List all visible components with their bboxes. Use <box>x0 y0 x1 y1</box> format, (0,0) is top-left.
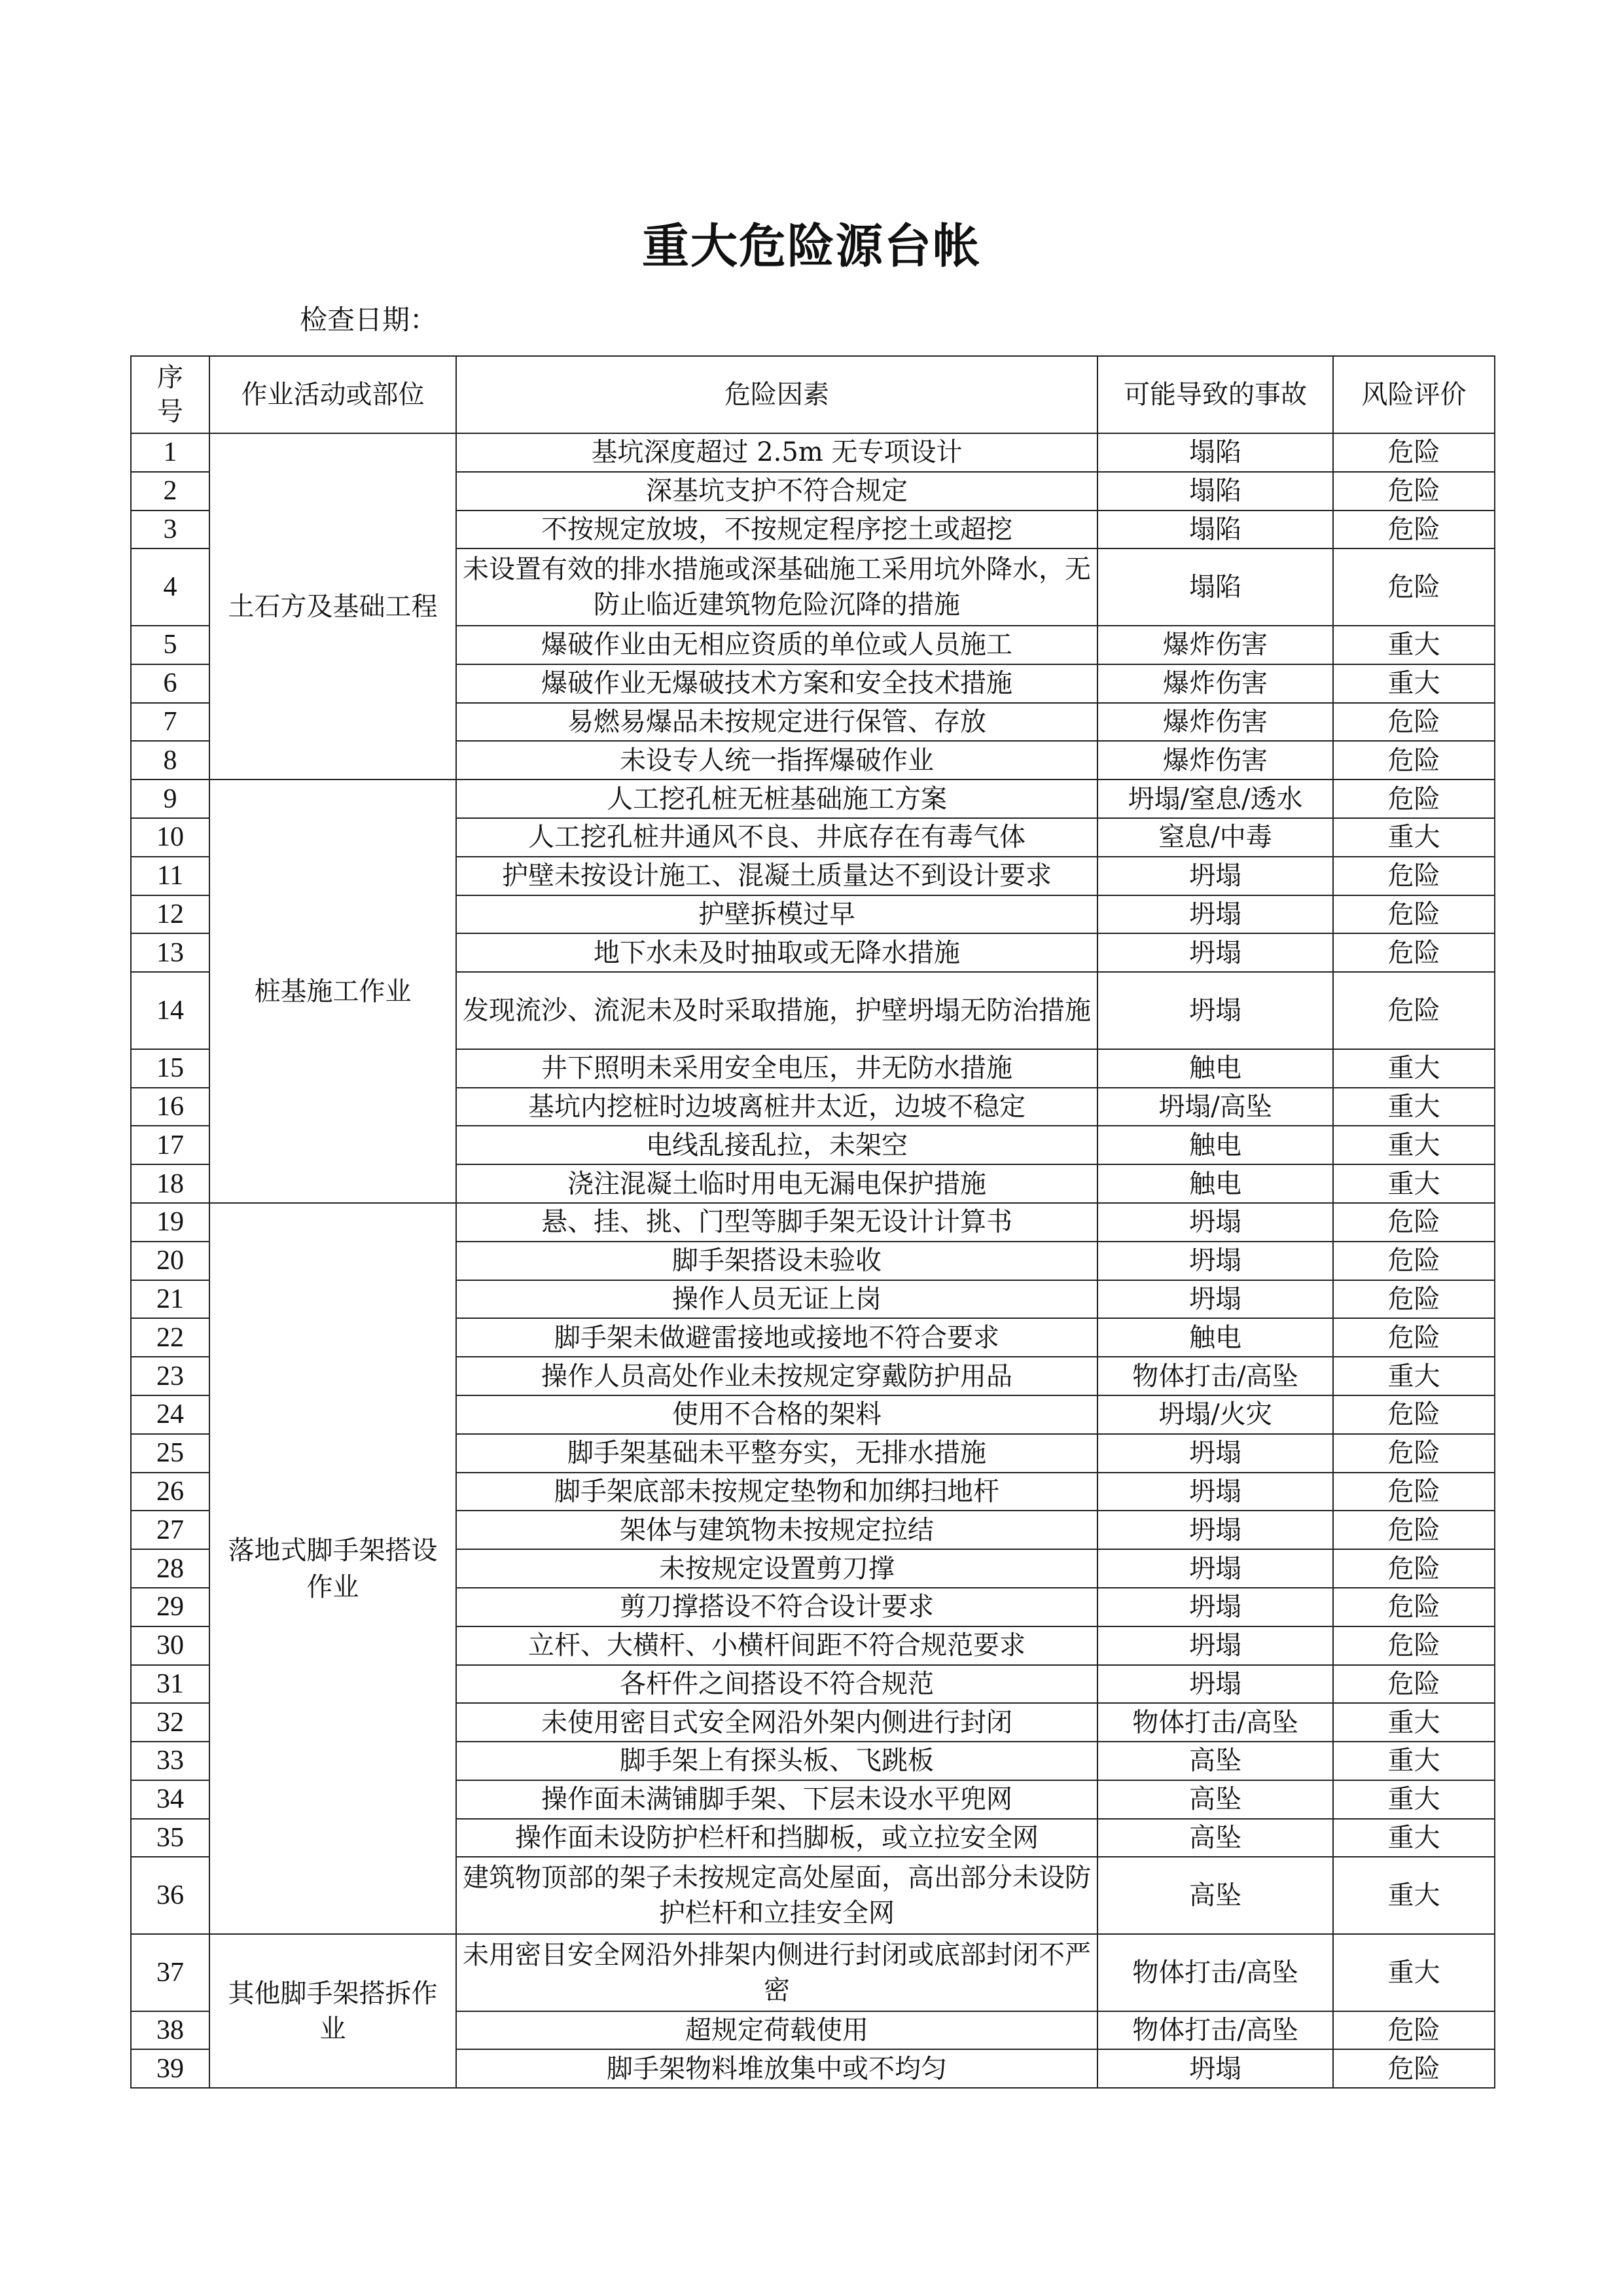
row-seq-cell: 25 <box>131 1434 209 1473</box>
row-seq-cell: 21 <box>131 1280 209 1319</box>
row-seq-cell: 15 <box>131 1049 209 1088</box>
risk-cell: 重大 <box>1333 1126 1495 1164</box>
hazard-cell: 操作人员无证上岗 <box>456 1280 1097 1319</box>
accident-cell: 触电 <box>1097 1318 1333 1357</box>
accident-cell: 坍塌 <box>1097 1511 1333 1549</box>
hazard-cell: 超规定荷载使用 <box>456 2011 1097 2050</box>
accident-cell: 物体打击/高坠 <box>1097 2011 1333 2050</box>
row-seq-cell: 6 <box>131 664 209 703</box>
row-seq-cell: 20 <box>131 1242 209 1280</box>
risk-cell: 重大 <box>1333 626 1495 664</box>
accident-cell: 爆炸伤害 <box>1097 664 1333 703</box>
hazard-cell: 基坑深度超过 2.5m 无专项设计 <box>456 433 1097 472</box>
risk-cell: 危险 <box>1333 895 1495 934</box>
accident-cell: 高坠 <box>1097 1742 1333 1780</box>
hazard-cell: 人工挖孔桩井通风不良、井底存在有毒气体 <box>456 818 1097 857</box>
hazard-cell: 电线乱接乱拉，未架空 <box>456 1126 1097 1164</box>
row-seq-cell: 37 <box>131 1934 209 2011</box>
hazard-cell: 未设置有效的排水措施或深基础施工采用坑外降水，无防止临近建筑物危险沉降的措施 <box>456 548 1097 626</box>
risk-cell: 重大 <box>1333 1357 1495 1395</box>
header-accident: 可能导致的事故 <box>1097 356 1333 433</box>
page-title: 重大危险源台帐 <box>641 219 981 274</box>
activity-group-cell: 其他脚手架搭拆作业 <box>209 1934 456 2088</box>
hazard-cell: 操作面未满铺脚手架、下层未设水平兜网 <box>456 1780 1097 1819</box>
row-seq-cell: 18 <box>131 1164 209 1203</box>
hazard-cell: 浇注混凝土临时用电无漏电保护措施 <box>456 1164 1097 1203</box>
hazard-cell: 护壁拆模过早 <box>456 895 1097 934</box>
risk-cell: 危险 <box>1333 1434 1495 1473</box>
accident-cell: 坍塌/火灾 <box>1097 1395 1333 1434</box>
risk-cell: 危险 <box>1333 1626 1495 1665</box>
risk-cell: 危险 <box>1333 1280 1495 1319</box>
row-seq-cell: 29 <box>131 1588 209 1626</box>
accident-cell: 坍塌 <box>1097 972 1333 1049</box>
risk-cell: 危险 <box>1333 703 1495 742</box>
header-risk: 风险评价 <box>1333 356 1495 433</box>
risk-cell: 危险 <box>1333 1203 1495 1242</box>
accident-cell: 坍塌 <box>1097 895 1333 934</box>
accident-cell: 物体打击/高坠 <box>1097 1357 1333 1395</box>
hazard-cell: 爆破作业由无相应资质的单位或人员施工 <box>456 626 1097 664</box>
row-seq-cell: 31 <box>131 1665 209 1704</box>
risk-cell: 重大 <box>1333 1088 1495 1126</box>
accident-cell: 坍塌/窒息/透水 <box>1097 780 1333 818</box>
accident-cell: 坍塌 <box>1097 857 1333 895</box>
hazard-cell: 井下照明未采用安全电压，井无防水措施 <box>456 1049 1097 1088</box>
accident-cell: 塌陷 <box>1097 548 1333 626</box>
header-activity: 作业活动或部位 <box>209 356 456 433</box>
accident-cell: 触电 <box>1097 1049 1333 1088</box>
accident-cell: 坍塌 <box>1097 933 1333 972</box>
risk-cell: 危险 <box>1333 2011 1495 2050</box>
hazard-cell: 悬、挂、挑、门型等脚手架无设计计算书 <box>456 1203 1097 1242</box>
row-seq-cell: 36 <box>131 1857 209 1934</box>
hazard-cell: 脚手架基础未平整夯实，无排水措施 <box>456 1434 1097 1473</box>
hazard-cell: 人工挖孔桩无桩基础施工方案 <box>456 780 1097 818</box>
hazard-cell: 深基坑支护不符合规定 <box>456 472 1097 511</box>
risk-cell: 重大 <box>1333 1934 1495 2011</box>
row-seq-cell: 34 <box>131 1780 209 1819</box>
accident-cell: 触电 <box>1097 1126 1333 1164</box>
hazard-cell: 脚手架未做避雷接地或接地不符合要求 <box>456 1318 1097 1357</box>
risk-cell: 危险 <box>1333 780 1495 818</box>
risk-cell: 危险 <box>1333 1395 1495 1434</box>
accident-cell: 塌陷 <box>1097 511 1333 549</box>
hazard-cell: 地下水未及时抽取或无降水措施 <box>456 933 1097 972</box>
accident-cell: 塌陷 <box>1097 433 1333 472</box>
risk-cell: 危险 <box>1333 857 1495 895</box>
hazard-cell: 不按规定放坡，不按规定程序挖土或超挖 <box>456 511 1097 549</box>
risk-cell: 重大 <box>1333 818 1495 857</box>
row-seq-cell: 11 <box>131 857 209 895</box>
row-seq-cell: 23 <box>131 1357 209 1395</box>
accident-cell: 物体打击/高坠 <box>1097 1934 1333 2011</box>
accident-cell: 爆炸伤害 <box>1097 626 1333 664</box>
risk-cell: 危险 <box>1333 1511 1495 1549</box>
hazard-cell: 立杆、大横杆、小横杆间距不符合规范要求 <box>456 1626 1097 1665</box>
risk-cell: 危险 <box>1333 548 1495 626</box>
hazard-cell: 剪刀撑搭设不符合设计要求 <box>456 1588 1097 1626</box>
hazard-cell: 架体与建筑物未按规定拉结 <box>456 1511 1097 1549</box>
accident-cell: 坍塌 <box>1097 1280 1333 1319</box>
row-seq-cell: 35 <box>131 1819 209 1857</box>
row-seq-cell: 17 <box>131 1126 209 1164</box>
row-seq-cell: 1 <box>131 433 209 472</box>
row-seq-cell: 32 <box>131 1703 209 1742</box>
accident-cell: 爆炸伤害 <box>1097 741 1333 780</box>
risk-cell: 重大 <box>1333 1703 1495 1742</box>
row-seq-cell: 12 <box>131 895 209 934</box>
hazard-cell: 未设专人统一指挥爆破作业 <box>456 741 1097 780</box>
row-seq-cell: 4 <box>131 548 209 626</box>
hazard-cell: 脚手架上有探头板、飞跳板 <box>456 1742 1097 1780</box>
accident-cell: 坍塌 <box>1097 1473 1333 1511</box>
table-row <box>131 1934 1495 2011</box>
header-hazard: 危险因素 <box>456 356 1097 433</box>
row-seq-cell: 14 <box>131 972 209 1049</box>
row-seq-cell: 5 <box>131 626 209 664</box>
accident-cell: 坍塌/高坠 <box>1097 1088 1333 1126</box>
accident-cell: 高坠 <box>1097 1819 1333 1857</box>
row-seq-cell: 22 <box>131 1318 209 1357</box>
hazard-cell: 基坑内挖桩时边坡离桩井太近，边坡不稳定 <box>456 1088 1097 1126</box>
risk-cell: 危险 <box>1333 433 1495 472</box>
row-seq-cell: 16 <box>131 1088 209 1126</box>
accident-cell: 高坠 <box>1097 1780 1333 1819</box>
activity-group-cell: 落地式脚手架搭设作业 <box>209 1203 456 1934</box>
hazard-cell: 未按规定设置剪刀撑 <box>456 1549 1097 1588</box>
table-row <box>131 433 1495 472</box>
hazard-cell: 未使用密目式安全网沿外架内侧进行封闭 <box>456 1703 1097 1742</box>
risk-cell: 重大 <box>1333 1164 1495 1203</box>
row-seq-cell: 7 <box>131 703 209 742</box>
check-date-label: 检查日期： <box>300 304 438 336</box>
row-seq-cell: 38 <box>131 2011 209 2050</box>
accident-cell: 坍塌 <box>1097 1549 1333 1588</box>
row-seq-cell: 30 <box>131 1626 209 1665</box>
row-seq-cell: 27 <box>131 1511 209 1549</box>
risk-cell: 危险 <box>1333 1665 1495 1704</box>
hazard-cell: 护壁未按设计施工、混凝土质量达不到设计要求 <box>456 857 1097 895</box>
hazard-cell: 脚手架底部未按规定垫物和加绑扫地杆 <box>456 1473 1097 1511</box>
hazard-cell: 脚手架搭设未验收 <box>456 1242 1097 1280</box>
accident-cell: 物体打击/高坠 <box>1097 1703 1333 1742</box>
hazard-cell: 各杆件之间搭设不符合规范 <box>456 1665 1097 1704</box>
hazard-cell: 发现流沙、流泥未及时采取措施，护壁坍塌无防治措施 <box>456 972 1097 1049</box>
hazard-ledger-table <box>130 355 1495 2089</box>
row-seq-cell: 8 <box>131 741 209 780</box>
row-seq-cell: 10 <box>131 818 209 857</box>
row-seq-cell: 33 <box>131 1742 209 1780</box>
accident-cell: 坍塌 <box>1097 1626 1333 1665</box>
risk-cell: 危险 <box>1333 1242 1495 1280</box>
accident-cell: 塌陷 <box>1097 472 1333 511</box>
risk-cell: 重大 <box>1333 1780 1495 1819</box>
table-header-row <box>131 356 1495 433</box>
risk-cell: 危险 <box>1333 472 1495 511</box>
risk-cell: 危险 <box>1333 1549 1495 1588</box>
hazard-cell: 操作面未设防护栏杆和挡脚板，或立拉安全网 <box>456 1819 1097 1857</box>
risk-cell: 危险 <box>1333 1318 1495 1357</box>
hazard-cell: 建筑物顶部的架子未按规定高处屋面，高出部分未设防护栏杆和立挂安全网 <box>456 1857 1097 1934</box>
hazard-cell: 易燃易爆品未按规定进行保管、存放 <box>456 703 1097 742</box>
risk-cell: 重大 <box>1333 1742 1495 1780</box>
risk-cell: 重大 <box>1333 1857 1495 1934</box>
accident-cell: 坍塌 <box>1097 1203 1333 1242</box>
accident-cell: 窒息/中毒 <box>1097 818 1333 857</box>
activity-group-cell: 土石方及基础工程 <box>209 433 456 780</box>
risk-cell: 危险 <box>1333 1473 1495 1511</box>
row-seq-cell: 26 <box>131 1473 209 1511</box>
accident-cell: 高坠 <box>1097 1857 1333 1934</box>
table-row <box>131 1203 1495 1242</box>
row-seq-cell: 28 <box>131 1549 209 1588</box>
row-seq-cell: 9 <box>131 780 209 818</box>
hazard-cell: 爆破作业无爆破技术方案和安全技术措施 <box>456 664 1097 703</box>
accident-cell: 坍塌 <box>1097 2049 1333 2088</box>
accident-cell: 坍塌 <box>1097 1588 1333 1626</box>
activity-group-cell: 桩基施工作业 <box>209 780 456 1203</box>
risk-cell: 危险 <box>1333 1588 1495 1626</box>
hazard-cell: 脚手架物料堆放集中或不均匀 <box>456 2049 1097 2088</box>
table-body <box>131 433 1495 2088</box>
hazard-cell: 操作人员高处作业未按规定穿戴防护用品 <box>456 1357 1097 1395</box>
accident-cell: 触电 <box>1097 1164 1333 1203</box>
risk-cell: 危险 <box>1333 2049 1495 2088</box>
accident-cell: 爆炸伤害 <box>1097 703 1333 742</box>
risk-cell: 重大 <box>1333 1819 1495 1857</box>
accident-cell: 坍塌 <box>1097 1242 1333 1280</box>
row-seq-cell: 2 <box>131 472 209 511</box>
table-row <box>131 780 1495 818</box>
row-seq-cell: 24 <box>131 1395 209 1434</box>
risk-cell: 重大 <box>1333 1049 1495 1088</box>
risk-cell: 危险 <box>1333 511 1495 549</box>
risk-cell: 危险 <box>1333 972 1495 1049</box>
row-seq-cell: 3 <box>131 511 209 549</box>
row-seq-cell: 13 <box>131 933 209 972</box>
hazard-cell: 未用密目安全网沿外排架内侧进行封闭或底部封闭不严密 <box>456 1934 1097 2011</box>
risk-cell: 危险 <box>1333 933 1495 972</box>
accident-cell: 坍塌 <box>1097 1665 1333 1704</box>
hazard-cell: 使用不合格的架料 <box>456 1395 1097 1434</box>
row-seq-cell: 19 <box>131 1203 209 1242</box>
row-seq-cell: 39 <box>131 2049 209 2088</box>
accident-cell: 坍塌 <box>1097 1434 1333 1473</box>
header-seq: 序号 <box>131 356 209 433</box>
risk-cell: 危险 <box>1333 741 1495 780</box>
risk-cell: 重大 <box>1333 664 1495 703</box>
